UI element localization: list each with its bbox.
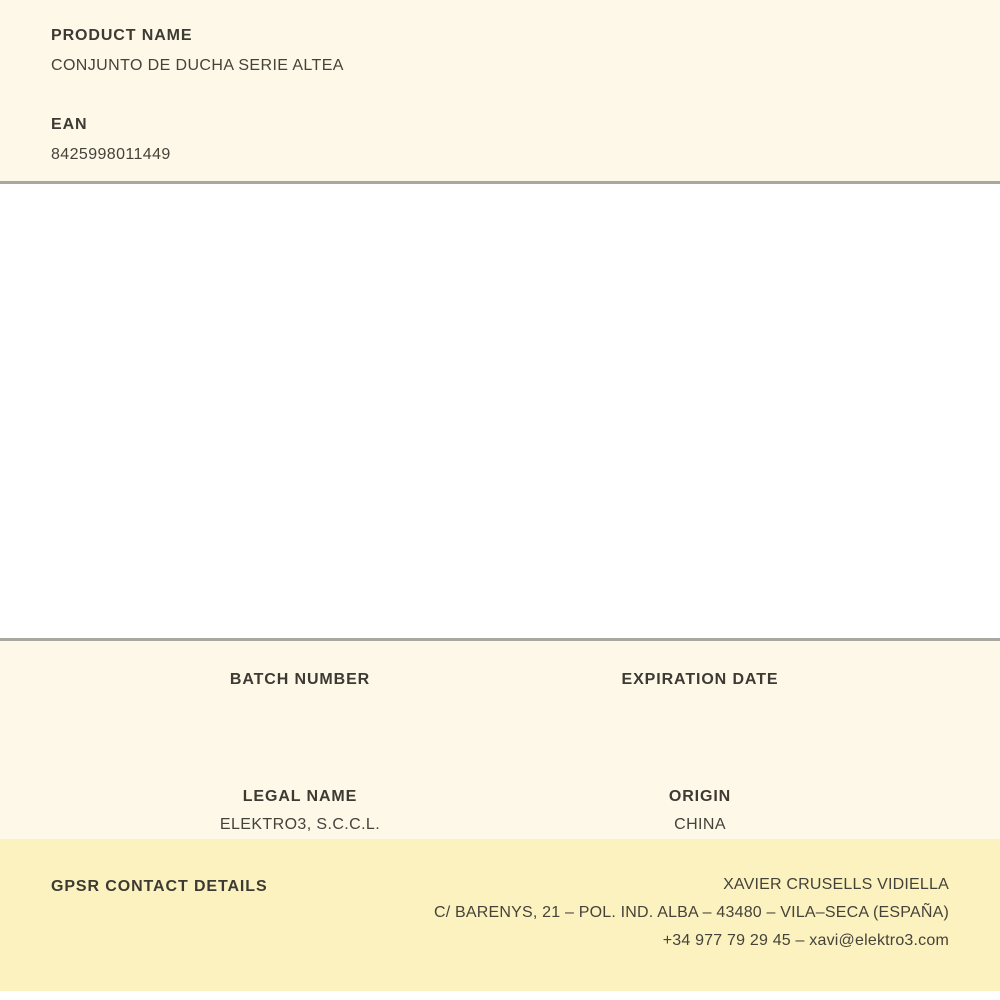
batch-number-value	[100, 698, 500, 718]
gpsr-contact-lines	[268, 875, 949, 959]
ean-label: EAN	[51, 116, 88, 133]
product-name-field	[51, 26, 949, 75]
batch-number-label: BATCH NUMBER	[229, 671, 371, 688]
batch-number-field	[100, 670, 500, 718]
details-section	[0, 641, 1000, 839]
legal-name-label: LEGAL NAME	[242, 788, 358, 805]
product-image-placeholder	[0, 184, 1000, 641]
contact-address: C/ BARENYS, 21 – POL. IND. ALBA – 43480 – VILA–SECA (ESPAÑA)	[433, 904, 949, 921]
details-grid-row-1	[100, 670, 900, 718]
contact-person-name: XAVIER CRUSELLS VIDIELLA	[723, 876, 949, 893]
legal-name-field	[100, 787, 500, 835]
gpsr-contact-section	[0, 839, 1000, 991]
product-name-label: PRODUCT NAME	[51, 27, 193, 44]
legal-name-value: ELEKTRO3, S.C.C.L.	[219, 816, 381, 833]
product-name-value: CONJUNTO DE DUCHA SERIE ALTEA	[51, 57, 344, 74]
ean-value: 8425998011449	[51, 146, 171, 163]
origin-field	[500, 787, 900, 835]
origin-value: CHINA	[674, 816, 726, 833]
ean-field	[51, 115, 949, 164]
gpsr-contact-details-label: GPSR CONTACT DETAILS	[51, 878, 268, 895]
origin-label: ORIGIN	[668, 788, 732, 805]
contact-phone-email: +34 977 79 29 45 – xavi@elektro3.com	[662, 932, 949, 949]
expiration-date-label: EXPIRATION DATE	[621, 671, 779, 688]
product-header-section	[0, 0, 1000, 184]
details-grid-row-2	[100, 787, 900, 835]
expiration-date-value	[500, 698, 900, 718]
expiration-date-field	[500, 670, 900, 718]
